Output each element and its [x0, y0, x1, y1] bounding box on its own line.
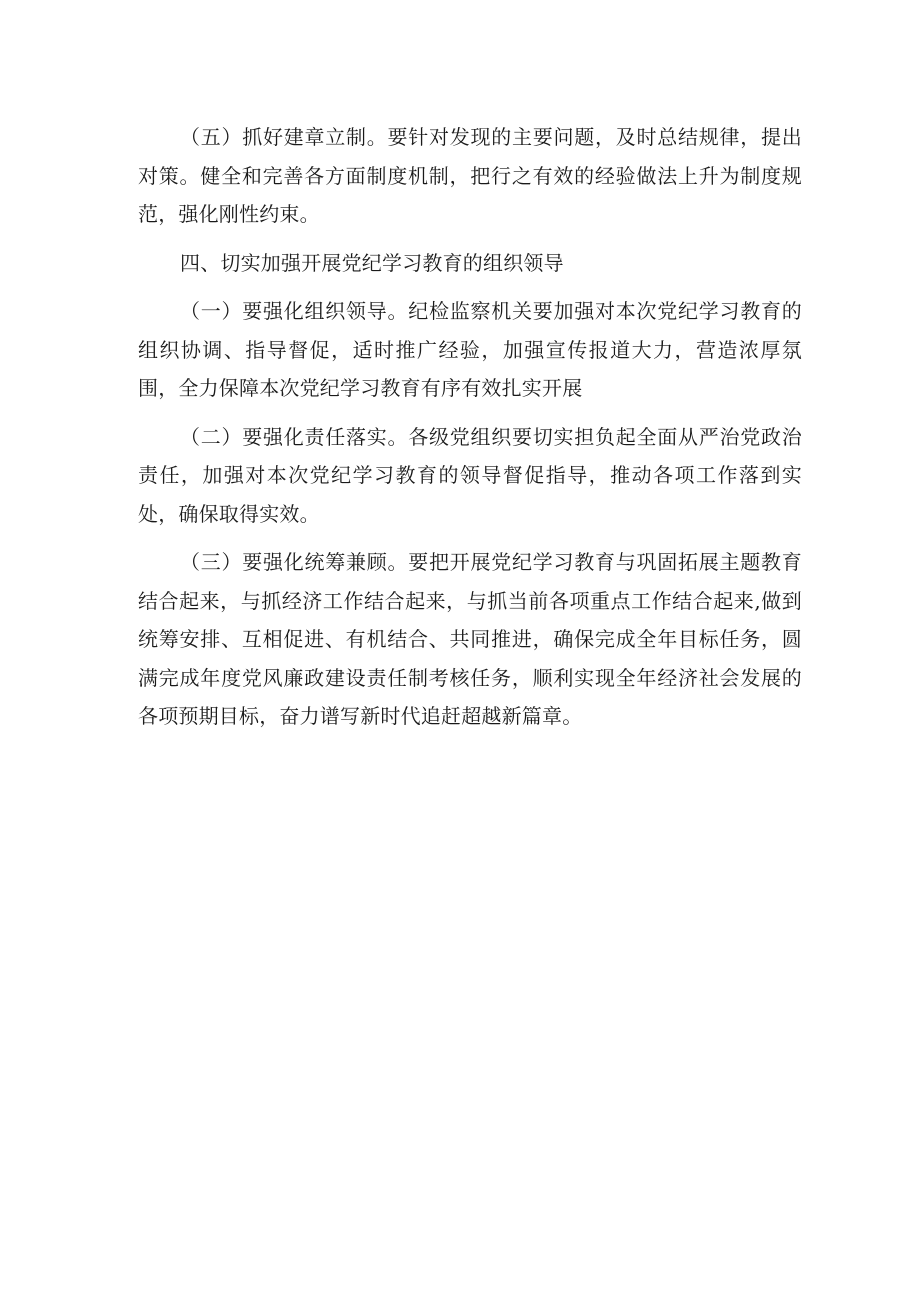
paragraph-item-2: （二）要强化责任落实。各级党组织要切实担负起全面从严治党政治责任，加强对本次党纪学习教育的领导督促指导，推动各项工作落到实处，确保取得实效。 [138, 424, 802, 526]
paragraph-item-1: （一）要强化组织领导。纪检监察机关要加强对本次党纪学习教育的组织协调、指导督促，适时推广经验，加强宣传报道大力，营造浓厚氛围，全力保障本次党纪学习教育有序有效扎实开展 [138, 299, 802, 400]
section-heading-4: 四、切实加强开展党纪学习教育的组织领导 [180, 250, 564, 275]
document-body [138, 118, 802, 746]
paragraph-item-5: （五）抓好建章立制。要针对发现的主要问题，及时总结规律，提出对策。健全和完善各方面制度机制，把行之有效的经验做法上升为制度规范，强化刚性约束。 [138, 125, 802, 226]
paragraph-item-3: （三）要强化统筹兼顾。要把开展党纪学习教育与巩固拓展主题教育结合起来，与抓经济工作结合起来，与抓当前各项重点工作结合起来,做到统筹安排、互相促进、有机结合、共同推进，确保完成全年目标任务，圆满完成年度党风廉政建设责任制考核任务，顺利实现全年经济社会发展的各项预期目标，奋力谱写新时代追赶超越新篇章。 [138, 550, 802, 728]
